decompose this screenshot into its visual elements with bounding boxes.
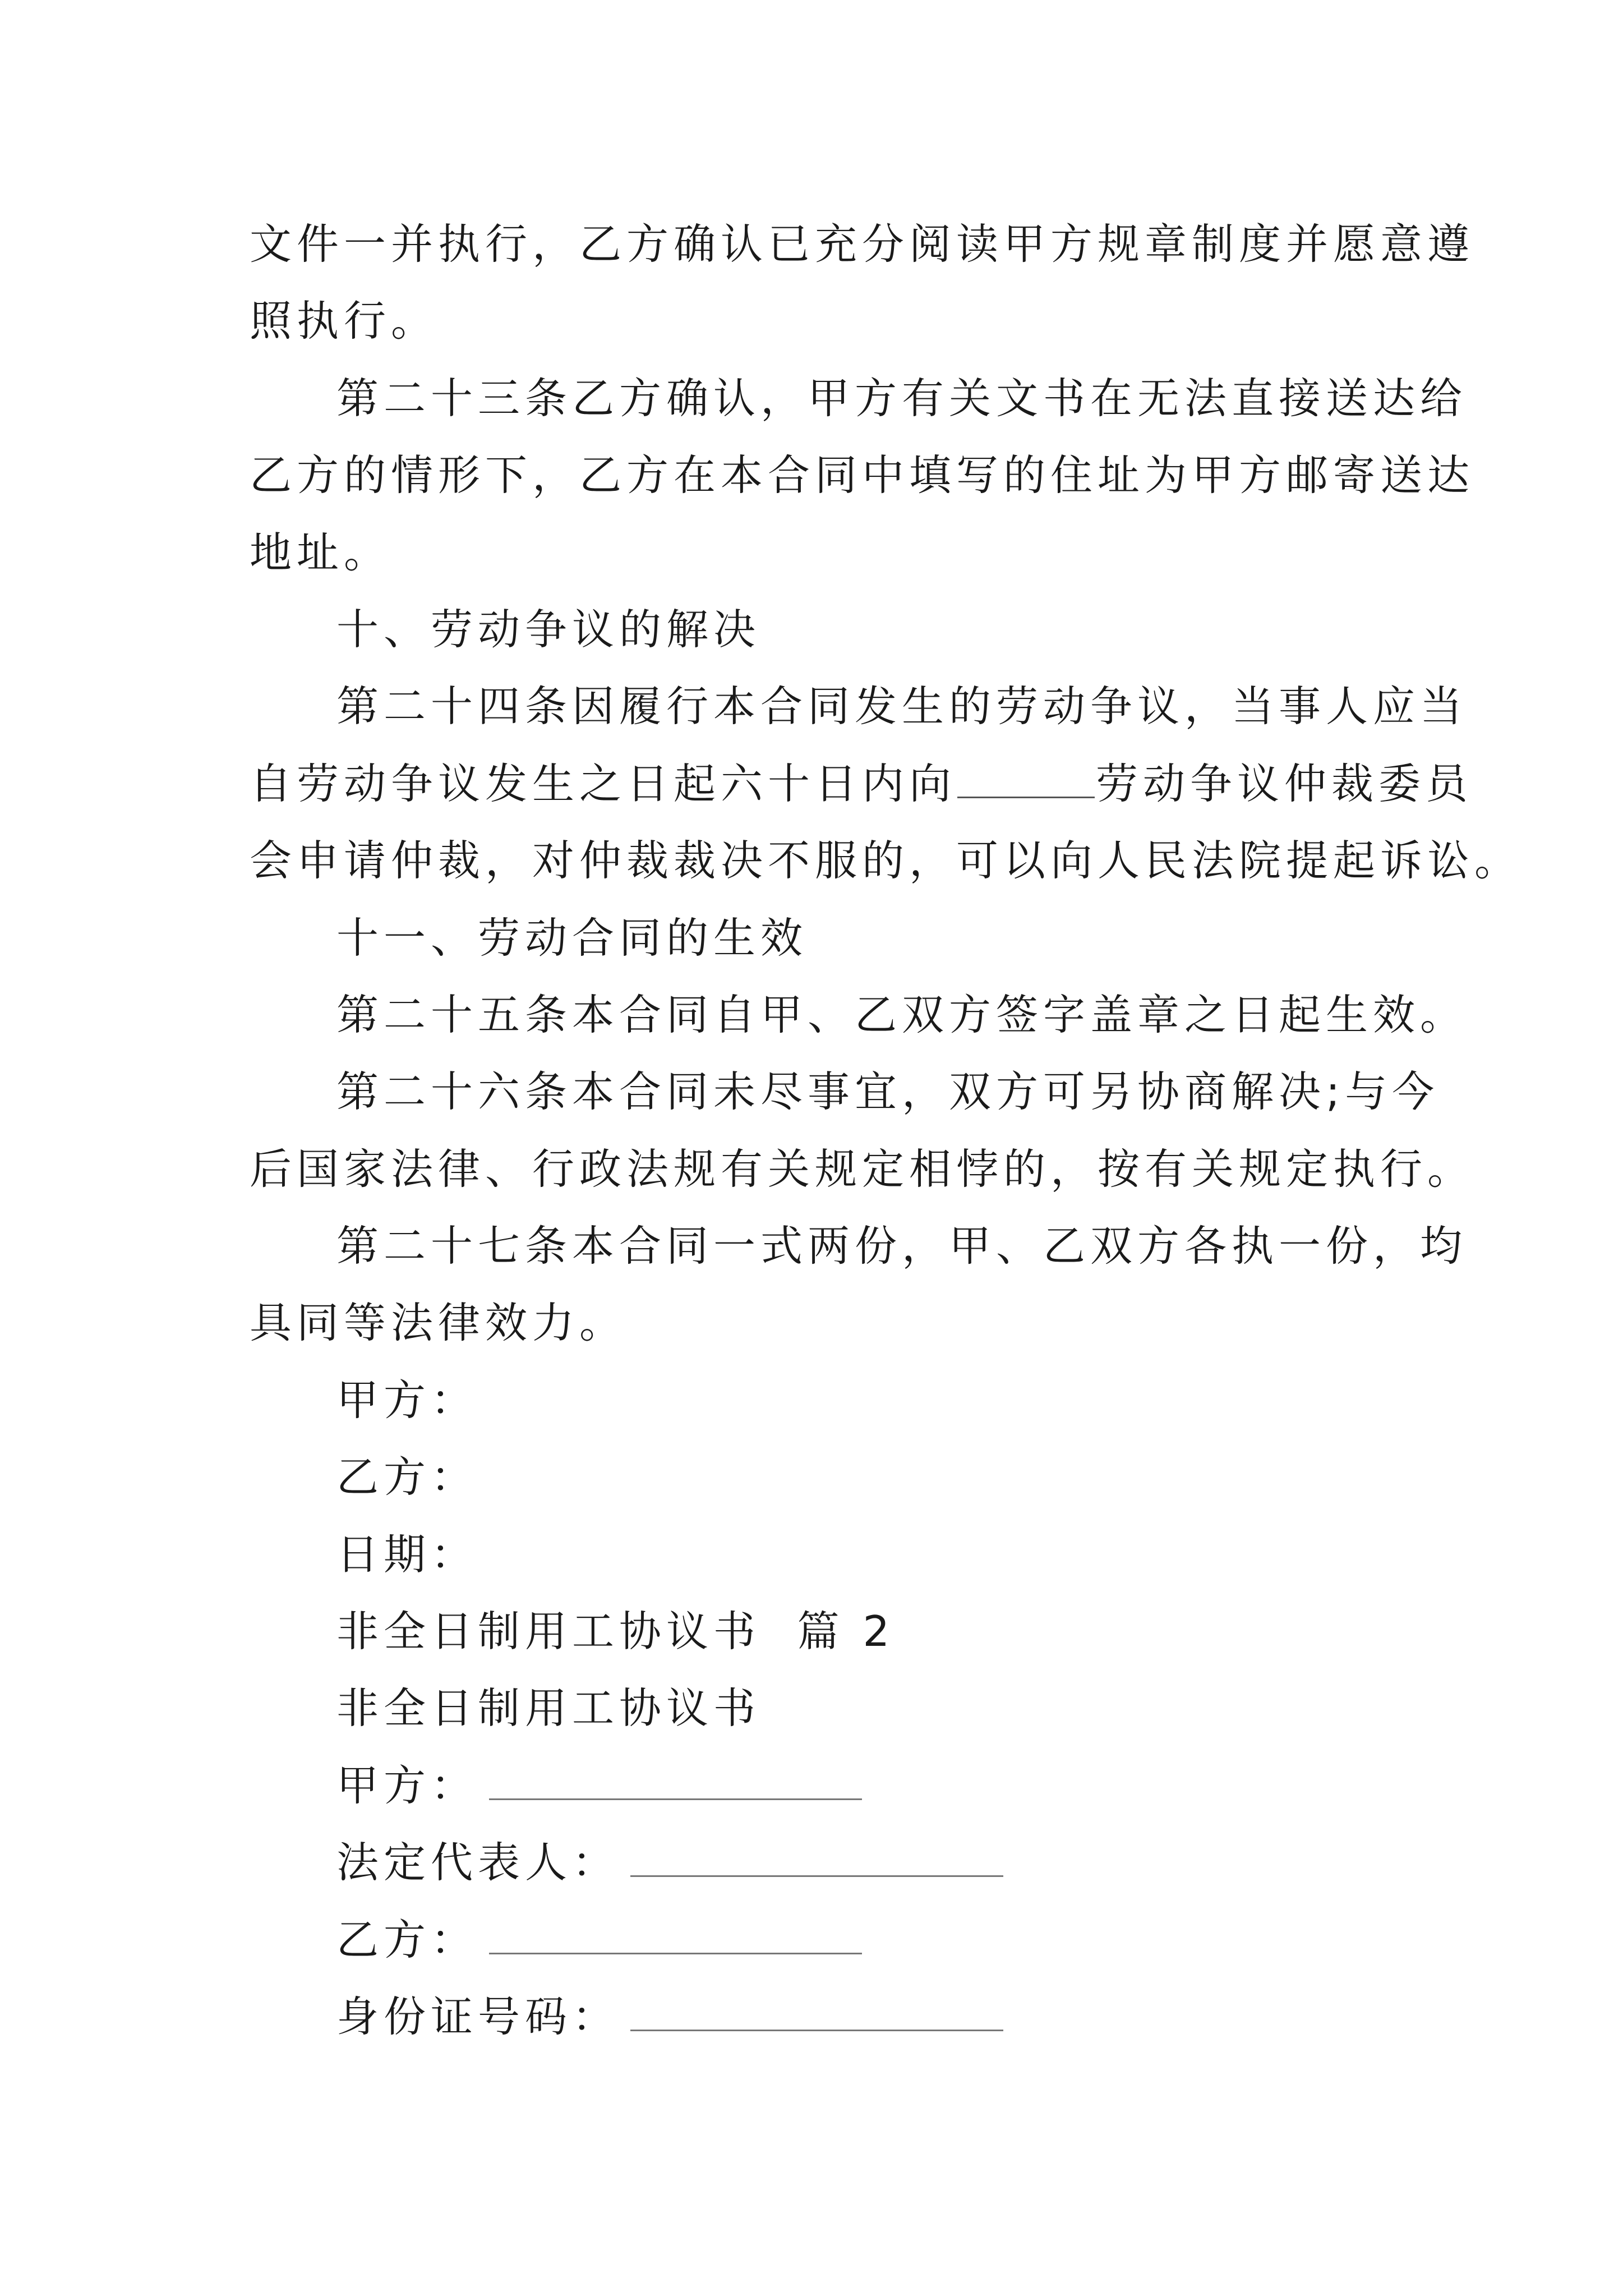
field-party-a — [336, 1757, 1475, 1814]
paragraph-line: 后国家法律、行政法规有关规定相悖的，按有关规定执行。 — [250, 1144, 1475, 1194]
paragraph-line: 乙方的情形下，乙方在本合同中填写的住址为甲方邮寄送达 — [250, 450, 1475, 500]
date-label: 日期： — [336, 1530, 478, 1579]
id-number-blank[interactable] — [630, 1990, 1003, 2031]
paragraph-line: 会申请仲裁，对仲裁裁决不服的，可以向人民法院提起诉讼。 — [250, 836, 1522, 885]
section-heading-11: 十一、劳动合同的生效 — [336, 913, 808, 963]
paragraph-line: 照执行。 — [250, 296, 439, 346]
field-party-b — [336, 1912, 1475, 1968]
paragraph-line-with-blank — [250, 756, 1473, 812]
article-23-line: 第二十三条乙方确认，甲方有关文书在无法直接送达给 — [336, 374, 1468, 423]
arbitration-committee-blank[interactable] — [957, 757, 1095, 798]
party-a-label: 甲方： — [336, 1375, 478, 1425]
field-label: 身份证号码： — [336, 1992, 620, 2041]
blank-line-after: 劳动争议仲裁委员 — [1096, 759, 1473, 808]
field-label: 法定代表人： — [336, 1838, 620, 1887]
party-a-blank[interactable] — [489, 1759, 862, 1800]
paragraph-line: 具同等法律效力。 — [250, 1298, 627, 1347]
party-b-blank[interactable] — [489, 1913, 862, 1954]
field-id-number — [336, 1989, 1475, 2045]
field-label: 甲方： — [336, 1761, 478, 1810]
article-25-line: 第二十五条本合同自甲、乙双方签字盖章之日起生效。 — [336, 990, 1468, 1039]
article-24-line: 第二十四条因履行本合同发生的劳动争议，当事人应当 — [336, 682, 1468, 731]
article-26-line: 第二十六条本合同未尽事宜，双方可另协商解决;与今 — [336, 1067, 1440, 1116]
document-title: 非全日制用工协议书 — [336, 1683, 761, 1733]
field-label: 乙方： — [336, 1915, 478, 1964]
article-27-line: 第二十七条本合同一式两份，甲、乙双方各执一份，均 — [336, 1221, 1468, 1271]
blank-line-before: 自劳动争议发生之日起六十日内向 — [250, 759, 957, 808]
paragraph-line: 文件一并执行，乙方确认已充分阅读甲方规章制度并愿意遵 — [250, 219, 1475, 269]
section-heading-10: 十、劳动争议的解决 — [336, 605, 761, 654]
document-title-part-2: 非全日制用工协议书 篇 2 — [336, 1607, 895, 1656]
field-legal-representative — [336, 1834, 1475, 1890]
legal-representative-blank[interactable] — [630, 1836, 1003, 1877]
paragraph-line: 地址。 — [250, 528, 391, 577]
party-b-label: 乙方： — [336, 1452, 478, 1502]
